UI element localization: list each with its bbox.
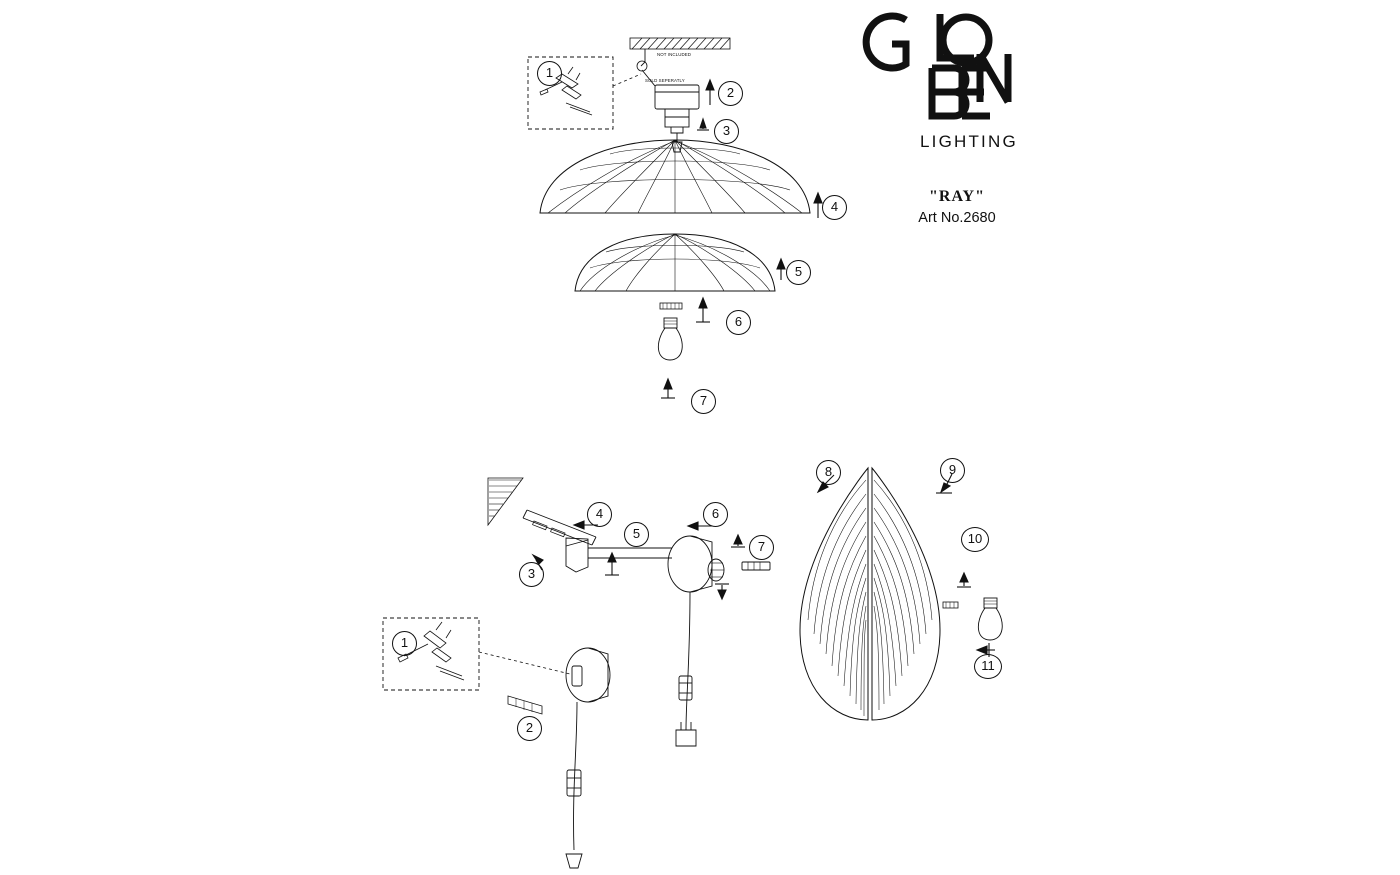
callout-step-3: 3: [714, 119, 739, 144]
brand-block: [862, 6, 1022, 156]
brand-sub-label: LIGHTING: [920, 132, 1018, 151]
globen-logo-icon: [862, 6, 1014, 126]
small-dome-shade-icon: [575, 234, 775, 291]
callout-wall-step-7: 7: [749, 535, 774, 560]
callout-wall-step-5: 5: [624, 522, 649, 547]
callout-step-7: 7: [691, 389, 716, 414]
callout-wall-step-10: 10: [961, 527, 989, 552]
callout-wall-step-4: 4: [587, 502, 612, 527]
callout-wall-step-11: 11: [974, 654, 1002, 679]
callout-step-6: 6: [726, 310, 751, 335]
product-art-number: Art No.2680: [918, 210, 996, 226]
callout-wall-step-9: 9: [940, 458, 965, 483]
light-bulb-icon: [658, 318, 682, 360]
callout-step-4: 4: [822, 195, 847, 220]
product-model-name: "RAY": [929, 188, 985, 205]
callout-wall-step-3: 3: [519, 562, 544, 587]
large-dome-shade-icon: [540, 140, 810, 213]
wall-lamp-diagram: [0, 430, 1100, 875]
bulb-ring-icon: [660, 303, 682, 309]
bulb-ring-icon-2: [943, 602, 958, 608]
ceiling-surface-icon: [630, 38, 730, 49]
wall-surface-icon: [488, 478, 523, 525]
callout-wall-step-8: 8: [816, 460, 841, 485]
half-shade-right-icon: [872, 468, 940, 720]
light-bulb-icon-2: [978, 598, 1002, 640]
callout-wall-step-6: 6: [703, 502, 728, 527]
note-not-included: NOT INCLUDED: [657, 52, 692, 57]
ceiling-lamp-diagram: [0, 0, 880, 430]
callout-step-1: 1: [537, 61, 562, 86]
half-shade-left-icon: [800, 468, 868, 720]
callout-step-5: 5: [786, 260, 811, 285]
note-sold-separately: SOLD SEPERATLY: [645, 78, 685, 83]
callout-step-2: 2: [718, 81, 743, 106]
callout-wall-step-1: 1: [392, 631, 417, 656]
callout-wall-step-2: 2: [517, 716, 542, 741]
